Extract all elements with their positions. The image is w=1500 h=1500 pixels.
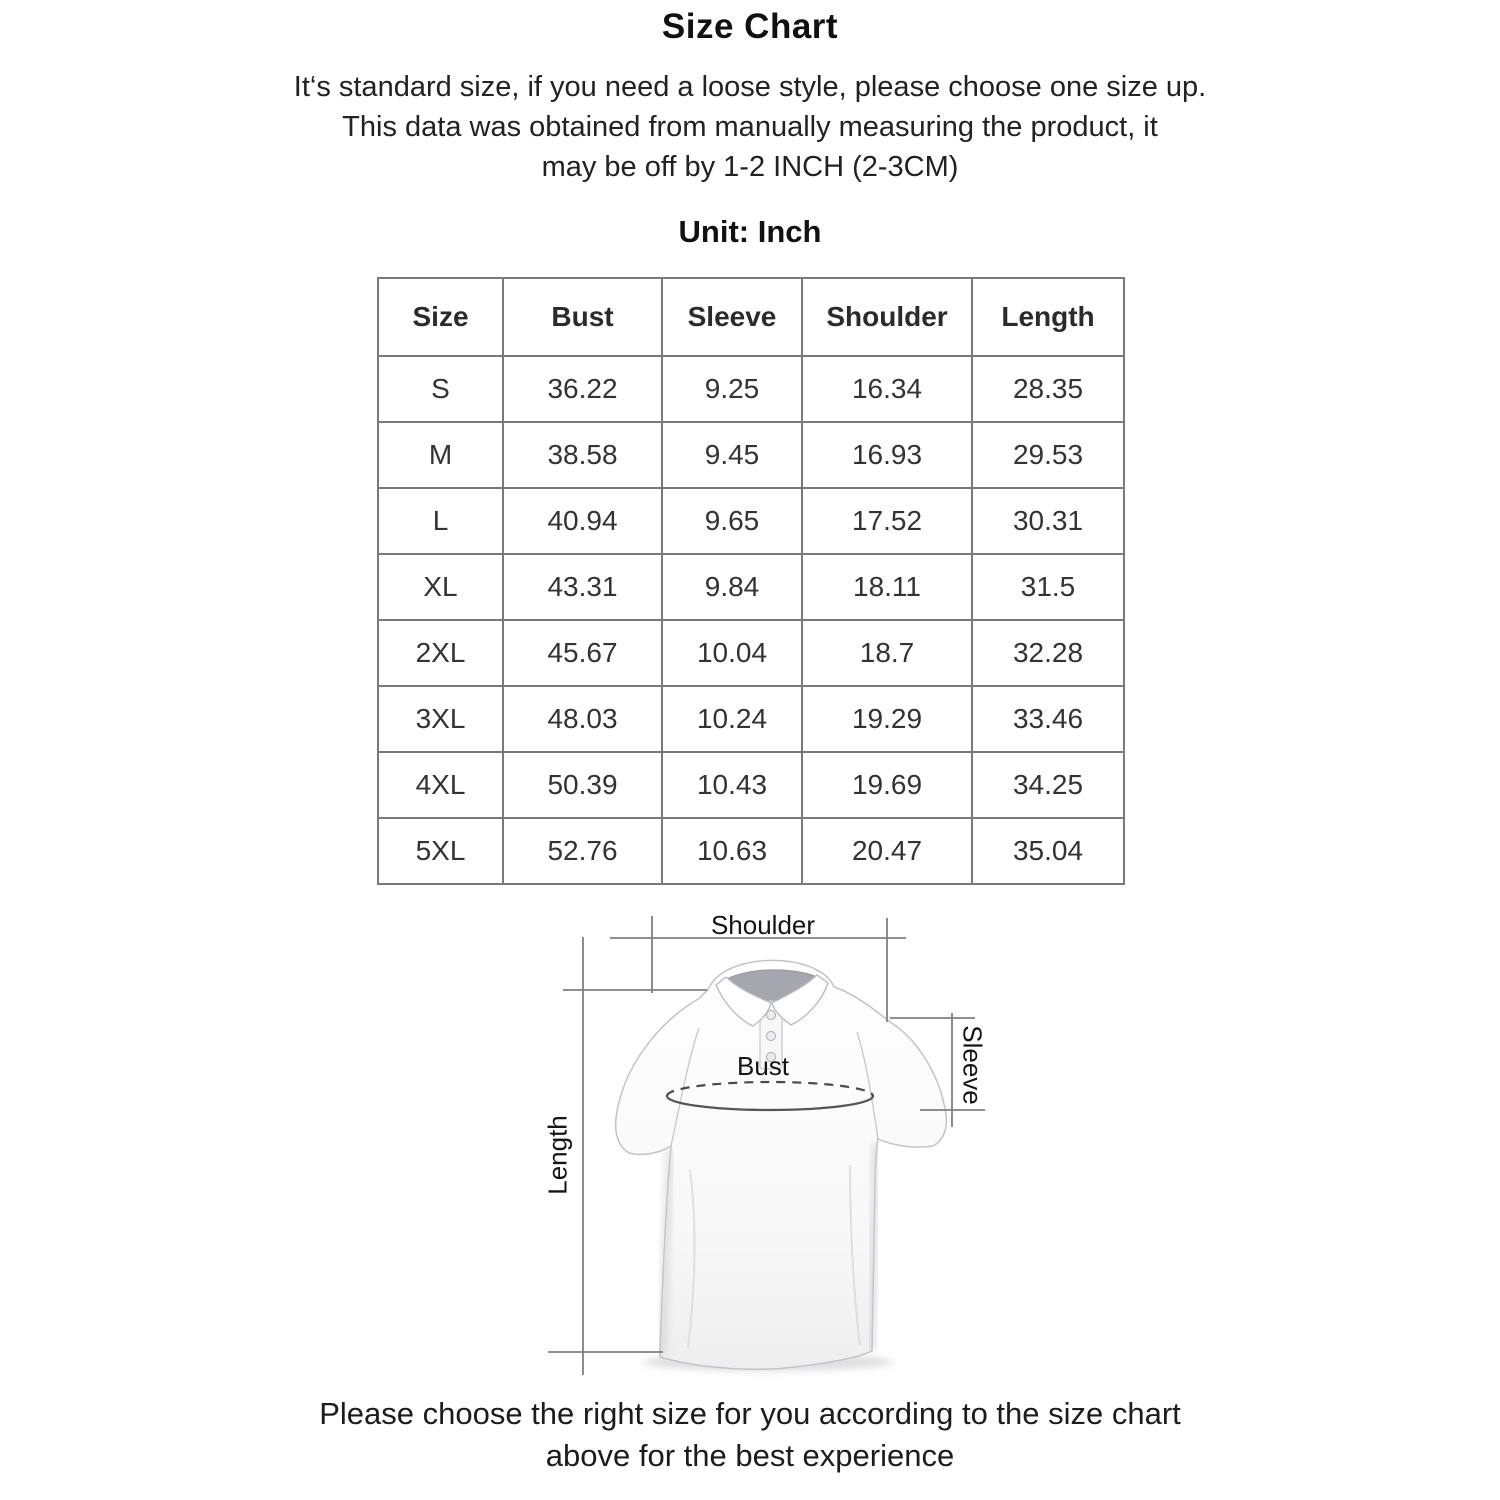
footer-note-line-2: above for the best experience — [545, 1438, 955, 1473]
table-cell: 33.46 — [972, 686, 1124, 752]
table-cell: 29.53 — [972, 422, 1124, 488]
table-cell: 16.93 — [802, 422, 972, 488]
column-header-size: Size — [378, 278, 503, 356]
size-note-line-3: may be off by 1-2 INCH (2-3CM) — [541, 151, 959, 183]
bust-dimension-label: Bust — [736, 1051, 790, 1081]
table-cell: 17.52 — [802, 488, 972, 554]
polo-shirt-illustration — [520, 900, 1020, 1390]
footer-note-line-1: Please choose the right size for you according to the size chart — [319, 1396, 1181, 1431]
table-cell: 34.25 — [972, 752, 1124, 818]
table-cell: 28.35 — [972, 356, 1124, 422]
table-cell: 10.04 — [662, 620, 802, 686]
table-row — [378, 422, 1124, 488]
sleeve-dimension-label: Sleeve — [957, 1025, 988, 1105]
table-cell: 32.28 — [972, 620, 1124, 686]
table-row — [378, 620, 1124, 686]
table-row — [378, 818, 1124, 884]
table-row — [378, 554, 1124, 620]
table-cell: 18.11 — [802, 554, 972, 620]
table-cell: 52.76 — [503, 818, 662, 884]
table-cell: 48.03 — [503, 686, 662, 752]
table-cell: 10.63 — [662, 818, 802, 884]
table-cell: 43.31 — [503, 554, 662, 620]
table-row — [378, 488, 1124, 554]
table-cell: 5XL — [378, 818, 503, 884]
page-title: Size Chart — [661, 7, 839, 46]
table-cell: 2XL — [378, 620, 503, 686]
length-dimension-label: Length — [542, 1115, 573, 1195]
table-cell: 3XL — [378, 686, 503, 752]
table-cell: XL — [378, 554, 503, 620]
footer-note — [0, 1393, 1500, 1477]
table-cell: 18.7 — [802, 620, 972, 686]
polo-button — [767, 1032, 776, 1041]
table-cell: 40.94 — [503, 488, 662, 554]
size-table-body — [378, 356, 1124, 884]
table-header-row — [378, 278, 1124, 356]
table-cell: 19.69 — [802, 752, 972, 818]
table-cell: 16.34 — [802, 356, 972, 422]
column-header-shoulder: Shoulder — [802, 278, 972, 356]
table-cell: 9.65 — [662, 488, 802, 554]
table-cell: 9.84 — [662, 554, 802, 620]
shirt-measurement-diagram — [520, 900, 1020, 1390]
table-cell: 45.67 — [503, 620, 662, 686]
table-cell: 50.39 — [503, 752, 662, 818]
table-cell: 10.24 — [662, 686, 802, 752]
table-row — [378, 686, 1124, 752]
table-cell: 36.22 — [503, 356, 662, 422]
size-table — [377, 277, 1125, 885]
column-header-length: Length — [972, 278, 1124, 356]
size-note-line-2: This data was obtained from manually measuring the product, it — [342, 111, 1158, 143]
unit-label: Unit: Inch — [678, 214, 822, 249]
table-cell: 9.25 — [662, 356, 802, 422]
table-cell: S — [378, 356, 503, 422]
table-row — [378, 356, 1124, 422]
size-note — [0, 67, 1500, 187]
table-cell: L — [378, 488, 503, 554]
table-cell: 30.31 — [972, 488, 1124, 554]
table-cell: 9.45 — [662, 422, 802, 488]
table-cell: 4XL — [378, 752, 503, 818]
table-row — [378, 752, 1124, 818]
table-cell: 10.43 — [662, 752, 802, 818]
table-cell: 35.04 — [972, 818, 1124, 884]
table-cell: M — [378, 422, 503, 488]
column-header-bust: Bust — [503, 278, 662, 356]
size-note-line-1: It‘s standard size, if you need a loose style, please choose one size up. — [293, 71, 1207, 103]
table-cell: 19.29 — [802, 686, 972, 752]
column-header-sleeve: Sleeve — [662, 278, 802, 356]
shoulder-dimension-label: Shoulder — [710, 910, 816, 940]
table-cell: 20.47 — [802, 818, 972, 884]
table-cell: 31.5 — [972, 554, 1124, 620]
table-cell: 38.58 — [503, 422, 662, 488]
